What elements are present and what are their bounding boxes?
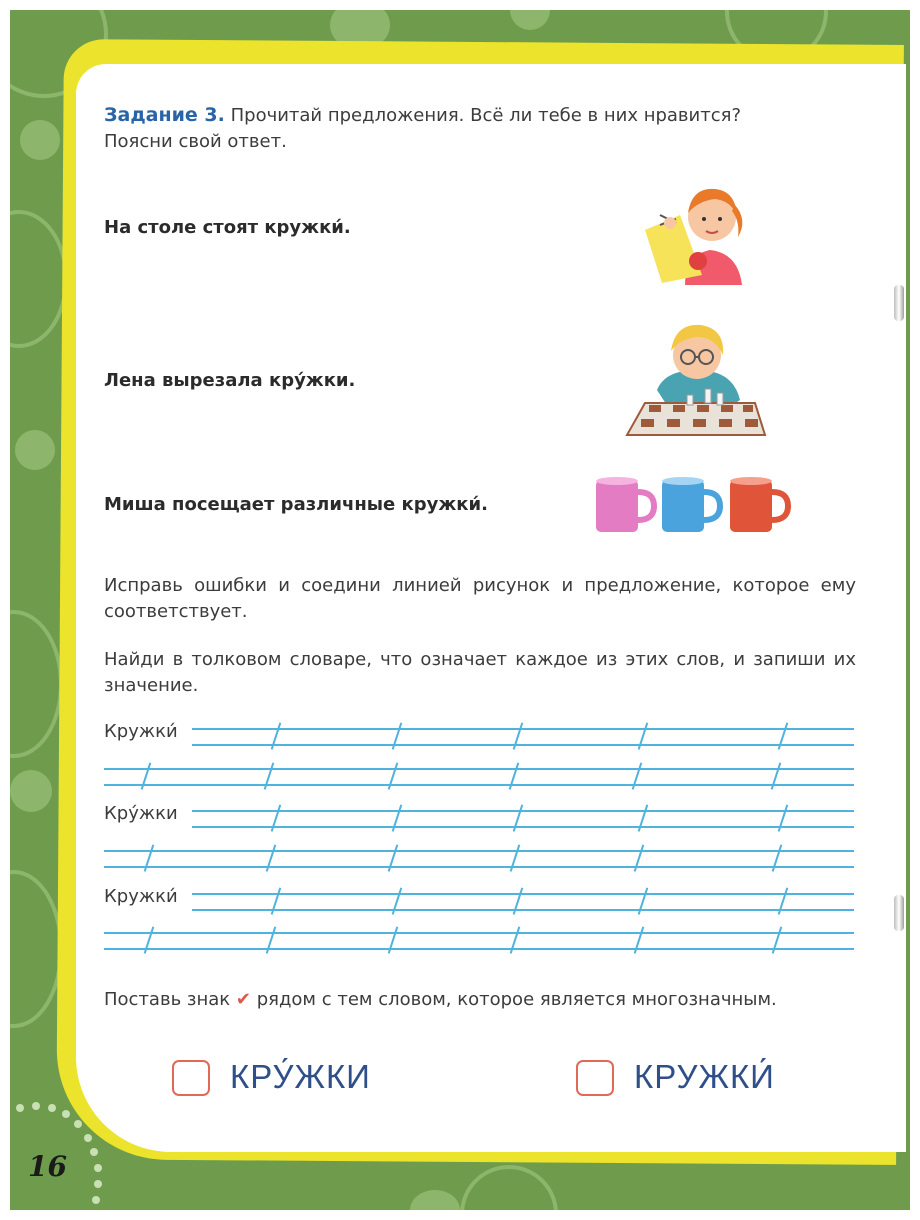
task-prompt-line1: Прочитай предложения. Всё ли тебе в них нравится? bbox=[230, 105, 741, 126]
ruled-line bbox=[192, 744, 854, 746]
decor-circle bbox=[15, 430, 55, 470]
sentence-3: Миша посещает различные кружки́. bbox=[104, 494, 488, 515]
checkbox-kruzhki-i[interactable] bbox=[576, 1060, 614, 1096]
checkmark-icon: ✔ bbox=[235, 989, 251, 1010]
ruled-line bbox=[192, 810, 854, 812]
writing-label-3: Кружки́ bbox=[104, 886, 178, 907]
ruled-line bbox=[104, 866, 854, 868]
ruled-line bbox=[192, 826, 854, 828]
page-clip bbox=[894, 895, 904, 931]
instruction-mark-before: Поставь знак bbox=[104, 989, 231, 1010]
instruction-mark bbox=[104, 987, 856, 1013]
sentence-2: Лена вырезала кру́жки. bbox=[104, 370, 356, 391]
task-prompt bbox=[104, 102, 844, 155]
page-number: 16 bbox=[28, 1150, 67, 1183]
decor-circle bbox=[410, 1190, 460, 1210]
ruled-line bbox=[104, 948, 854, 950]
decor-circle bbox=[460, 1165, 558, 1210]
ruled-line bbox=[104, 784, 854, 786]
girl-cutting-paper-icon bbox=[640, 175, 750, 295]
decor-circle bbox=[10, 610, 63, 758]
instruction-fix-errors: Исправь ошибки и соедини линией рисунок и предложение, которое ему соответствует. bbox=[104, 575, 856, 622]
sentence-1: На столе стоят кружки́. bbox=[104, 217, 351, 238]
writing-label-2: Кру́жки bbox=[104, 803, 178, 824]
ruled-line bbox=[104, 850, 854, 852]
page-clip bbox=[894, 285, 904, 321]
decor-circle bbox=[20, 120, 60, 160]
ruled-line bbox=[104, 932, 854, 934]
instruction-mark-after: рядом с тем словом, которое является многозначным. bbox=[256, 989, 777, 1010]
decor-circle bbox=[510, 10, 550, 30]
task-prompt-line2: Поясни свой ответ. bbox=[104, 131, 287, 152]
three-mugs-icon bbox=[590, 474, 800, 538]
decor-circle bbox=[10, 770, 52, 812]
ruled-line bbox=[192, 728, 854, 730]
ruled-line bbox=[192, 909, 854, 911]
ruled-line bbox=[192, 893, 854, 895]
choice-word-kruzhki-u: КРУ́ЖКИ bbox=[230, 1058, 371, 1095]
ruled-line bbox=[104, 768, 854, 770]
choice-word-kruzhki-i: КРУЖКИ́ bbox=[634, 1058, 775, 1095]
decor-circle bbox=[10, 870, 63, 1028]
task-heading: Задание 3. bbox=[104, 104, 225, 126]
checkbox-kruzhki-u[interactable] bbox=[172, 1060, 210, 1096]
decor-circle bbox=[10, 210, 68, 348]
writing-label-1: Кружки́ bbox=[104, 721, 178, 742]
instruction-dictionary: Найди в толковом словаре, что означает каждое из этих слов, и запиши их значение. bbox=[104, 649, 856, 696]
boy-playing-chess-icon bbox=[625, 315, 770, 450]
